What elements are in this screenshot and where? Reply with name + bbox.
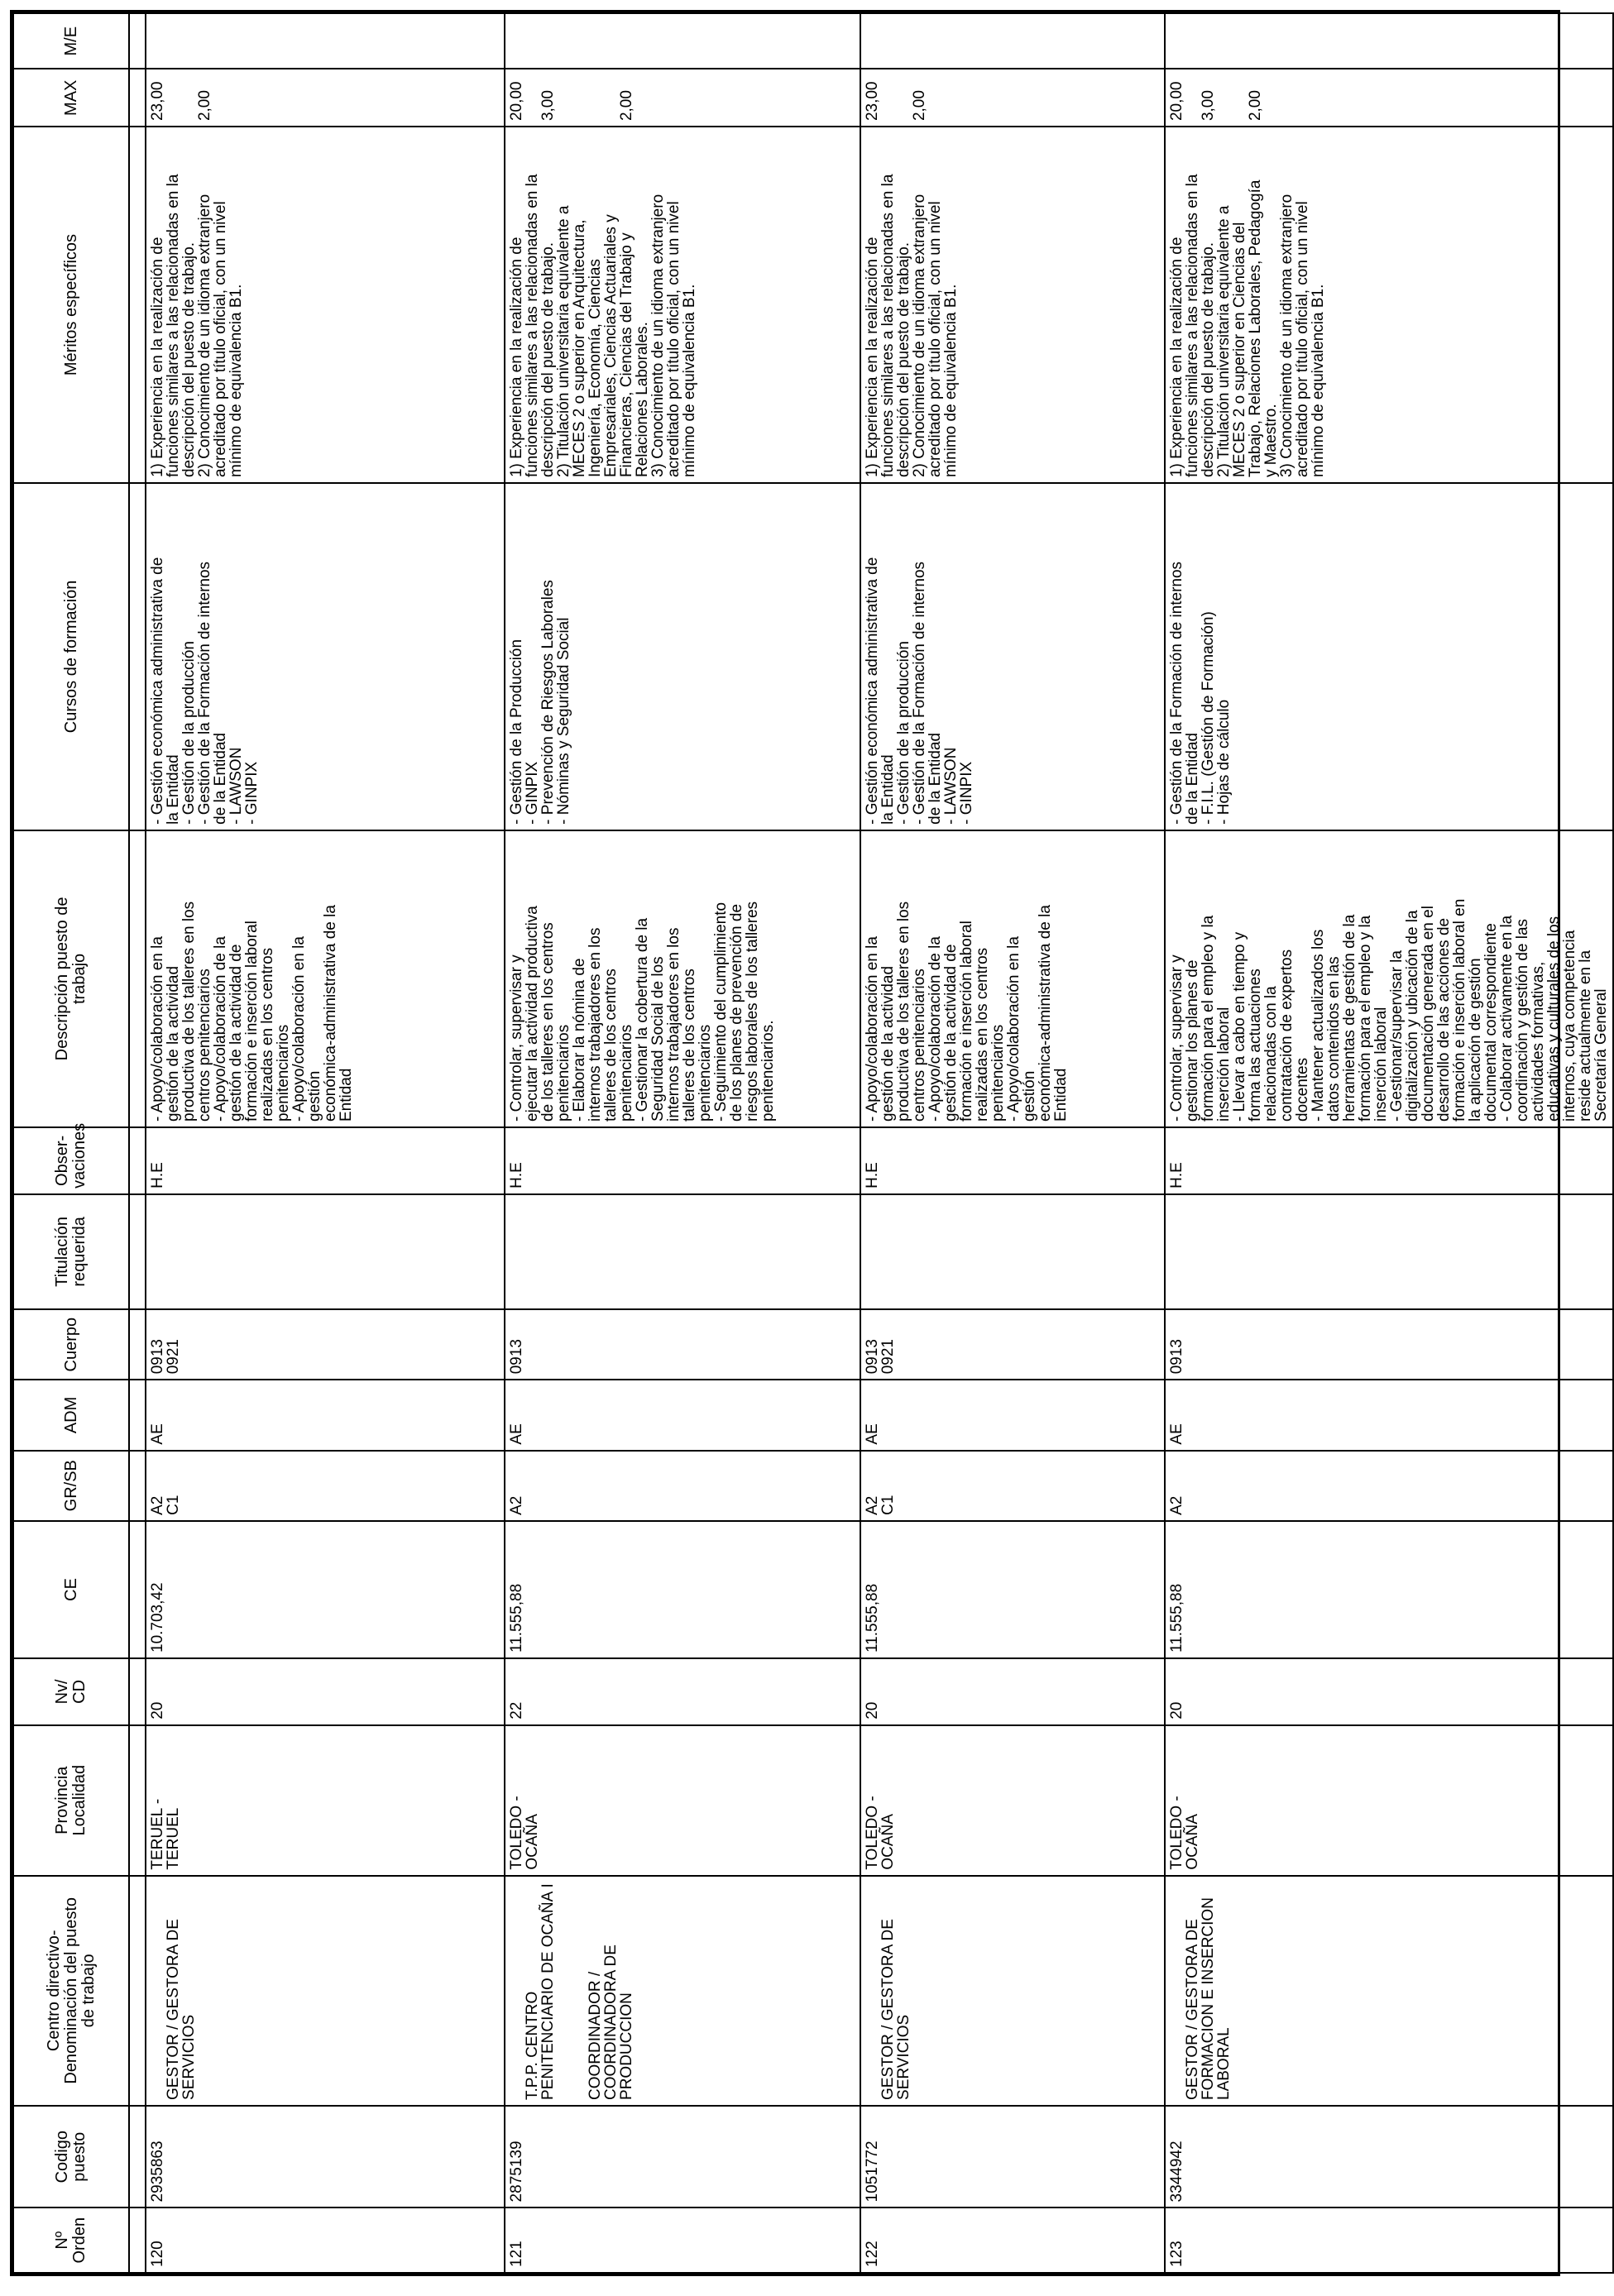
grsb-cell: A2 <box>505 1451 860 1521</box>
grsb-cell: A2 C1 <box>860 1451 1165 1521</box>
centro-denominacion: COORDINADOR / COORDINADORA DE PRODUCCION <box>587 1944 635 2100</box>
header-ce: CE <box>13 1521 129 1658</box>
positions-table <box>12 12 1614 2274</box>
observaciones-cell: H.E <box>860 1127 1165 1194</box>
nivel-cell: 20 <box>1165 1658 1613 1725</box>
ce-cell: 11.555,88 <box>1165 1521 1613 1658</box>
cursos-cell: - Gestión de la Producción - GINPIX - Prevención de Riesgos Laborales - Nóminas y Seguridad Social <box>505 483 860 830</box>
header-centro: Centro directivo- Denominación del puesto de trabajo <box>13 1876 129 2106</box>
max-cell: 20,00 3,00 2,00 <box>505 69 860 127</box>
grsb-cell: A2 C1 <box>146 1451 505 1521</box>
descripcion-cell: - Controlar, supervisar y gestionar los planes de formación para el empleo y la inserción laboral - Llevar a cabo en tiempo y forma las actuaciones relacionadas con la contratación de expertos docentes - Mantener actualizados los datos contenidos en las herramientas de gestión de la formación para el empleo y la inserción laboral - Gestionar/supervisar la digitalización y ubicación de la documentación generada en el desarrollo de las acciones de formación e inserción laboral en la aplicación de gestión documental correspondiente - Colaborar activamente en la coordinación y gestión de las actividades formativas, educativas y culturales de los internos, cuya competencia reside actualmente en la Secretaría General <box>1165 830 1613 1127</box>
header-grsb: GR/SB <box>13 1451 129 1521</box>
meritos-cell: 1) Experiencia en la realización de funciones similares a las relacionadas en la descripción del puesto de trabajo. 2) Titulación universitaria equivalente a MECES 2 o superior en Arquitectura, Ingeniería, Economía, Ciencias Empresariales, Ciencias Actuariales y Financieras, Ciencias del Trabajo y Relaciones Laborales. 3) Conocimiento de un idioma extranjero acreditado por título oficial, con un nivel mínimo de equivalencia B1. <box>505 127 860 483</box>
adm-cell: AE <box>1165 1380 1613 1450</box>
orden-cell: 121 <box>505 2208 860 2273</box>
grsb-cell: A2 <box>1165 1451 1613 1521</box>
provincia-cell: TOLEDO - OCAÑA <box>1165 1725 1613 1876</box>
header-descripcion: Descripción puesto de trabajo <box>13 830 129 1127</box>
header-adm: ADM <box>13 1380 129 1450</box>
header-row <box>13 13 129 2273</box>
ce-cell: 11.555,88 <box>860 1521 1165 1658</box>
cuerpo-cell: 0913 <box>505 1309 860 1380</box>
observaciones-cell: H.E <box>146 1127 505 1194</box>
titulacion-cell <box>1165 1194 1613 1309</box>
descripcion-cell: - Apoyo/colaboración en la gestión de la actividad productiva de los talleres en los centros penitenciarios - Apoyo/colaboración de la gestión de la actividad de formación e inserción laboral realizadas en los centros penitenciarios - Apoyo/colaboración en la gestión económica-administrativa de la Entidad <box>860 830 1165 1127</box>
centro-denominacion: GESTOR / GESTORA DE SERVICIOS <box>165 1919 198 2100</box>
ce-cell: 11.555,88 <box>505 1521 860 1658</box>
header-cursos: Cursos de formación <box>13 483 129 830</box>
header-meritos: Méritos específicos <box>13 127 129 483</box>
adm-cell: AE <box>146 1380 505 1450</box>
titulacion-cell <box>860 1194 1165 1309</box>
observaciones-cell: H.E <box>1165 1127 1613 1194</box>
codigo-cell: 2875139 <box>505 2106 860 2208</box>
adm-cell: AE <box>860 1380 1165 1450</box>
cuerpo-cell: 0913 0921 <box>146 1309 505 1380</box>
centro-denominacion: GESTOR / GESTORA DE FORMACION E INSERCION LABORAL <box>1184 1897 1233 2100</box>
header-me: M/E <box>13 13 129 69</box>
observaciones-cell: H.E <box>505 1127 860 1194</box>
header-observaciones: Obser- vaciones <box>13 1127 129 1194</box>
cursos-cell: - Gestión económica administrativa de la Entidad - Gestión de la producción - Gestión de la Formación de internos de la Entidad - LAWSON - GINPIX <box>146 483 505 830</box>
me-cell <box>146 13 505 69</box>
orden-cell: 123 <box>1165 2208 1613 2273</box>
header-codigo: Codigo puesto <box>13 2106 129 2208</box>
centro-cell <box>1165 1876 1613 2106</box>
max-cell: 23,00 2,00 <box>146 69 505 127</box>
header-orden: Nº Orden <box>13 2208 129 2273</box>
header-spacer <box>129 13 146 2273</box>
titulacion-cell <box>146 1194 505 1309</box>
max-cell: 23,00 2,00 <box>860 69 1165 127</box>
codigo-cell: 1051772 <box>860 2106 1165 2208</box>
centro-cell <box>146 1876 505 2106</box>
centro-cell <box>505 1876 860 2106</box>
header-cuerpo: Cuerpo <box>13 1309 129 1380</box>
adm-cell: AE <box>505 1380 860 1450</box>
cuerpo-cell: 0913 0921 <box>860 1309 1165 1380</box>
header-provincia: Provincia Localidad <box>13 1725 129 1876</box>
provincia-cell: TOLEDO - OCAÑA <box>505 1725 860 1876</box>
ce-cell: 10.703,42 <box>146 1521 505 1658</box>
titulacion-cell <box>505 1194 860 1309</box>
nivel-cell: 20 <box>146 1658 505 1725</box>
nivel-cell: 20 <box>860 1658 1165 1725</box>
codigo-cell: 3344942 <box>1165 2106 1613 2208</box>
table-row <box>146 13 505 2273</box>
header-nivel: Nv/ CD <box>13 1658 129 1725</box>
header-titulacion: Titulación requerida <box>13 1194 129 1309</box>
me-cell <box>1165 13 1613 69</box>
cursos-cell: - Gestión de la Formación de internos de la Entidad - F.I.L. (Gestión de Formación) - Hojas de cálculo <box>1165 483 1613 830</box>
centro-denominacion: GESTOR / GESTORA DE SERVICIOS <box>879 1919 912 2100</box>
orden-cell: 120 <box>146 2208 505 2273</box>
descripcion-cell: - Apoyo/colaboración en la gestión de la actividad productiva de los talleres en los centros penitenciarios - Apoyo/colaboración de la gestión de la actividad de formación e inserción laboral realizadas en los centros penitenciarios - Apoyo/colaboración en la gestión económica-administrativa de la Entidad <box>146 830 505 1127</box>
descripcion-cell: - Controlar, supervisar y ejecutar la actividad productiva de los talleres en los centros penitenciarios - Elaborar la nómina de internos trabajadores en los talleres de los centros penitenciarios - Gestionar la cobertura de la Seguridad Social de los internos trabajadores en los talleres de los centros penitenciarios - Seguimiento del cumplimiento de los planes de prevención de riesgos laborales de los talleres penitenciarios. <box>505 830 860 1127</box>
cuerpo-cell: 0913 <box>1165 1309 1613 1380</box>
me-cell <box>860 13 1165 69</box>
centro-cell <box>860 1876 1165 2106</box>
table-row <box>1165 13 1613 2273</box>
meritos-cell: 1) Experiencia en la realización de funciones similares a las relacionadas en la descripción del puesto de trabajo. 2) Conocimiento de un idioma extranjero acreditado por título oficial, con un nivel mínimo de equivalencia B1. <box>146 127 505 483</box>
me-cell <box>505 13 860 69</box>
max-cell: 20,00 3,00 2,00 <box>1165 69 1613 127</box>
table-row <box>505 13 860 2273</box>
header-max: MAX <box>13 69 129 127</box>
meritos-cell: 1) Experiencia en la realización de funciones similares a las relacionadas en la descripción del puesto de trabajo. 2) Conocimiento de un idioma extranjero acreditado por título oficial, con un nivel mínimo de equivalencia B1. <box>860 127 1165 483</box>
orden-cell: 122 <box>860 2208 1165 2273</box>
nivel-cell: 22 <box>505 1658 860 1725</box>
provincia-cell: TOLEDO - OCAÑA <box>860 1725 1165 1876</box>
document-sheet <box>10 10 1610 2276</box>
codigo-cell: 2935863 <box>146 2106 505 2208</box>
provincia-cell: TERUEL - TERUEL <box>146 1725 505 1876</box>
meritos-cell: 1) Experiencia en la realización de funciones similares a las relacionadas en la descripción del puesto de trabajo. 2) Titulación universitaria equivalente a MECES 2 o superior en Ciencias del Trabajo, Relaciones Laborales, Pedagogía y Maestro. 3) Conocimiento de un idioma extranjero acreditado por título oficial, con un nivel mínimo de equivalencia B1. <box>1165 127 1613 483</box>
cursos-cell: - Gestión económica administrativa de la Entidad - Gestión de la producción - Gestión de la Formación de internos de la Entidad - LAWSON - GINPIX <box>860 483 1165 830</box>
centro-directivo: T.P.P. CENTRO PENITENCIARIO DE OCAÑA I <box>524 1883 557 2100</box>
table-row <box>860 13 1165 2273</box>
